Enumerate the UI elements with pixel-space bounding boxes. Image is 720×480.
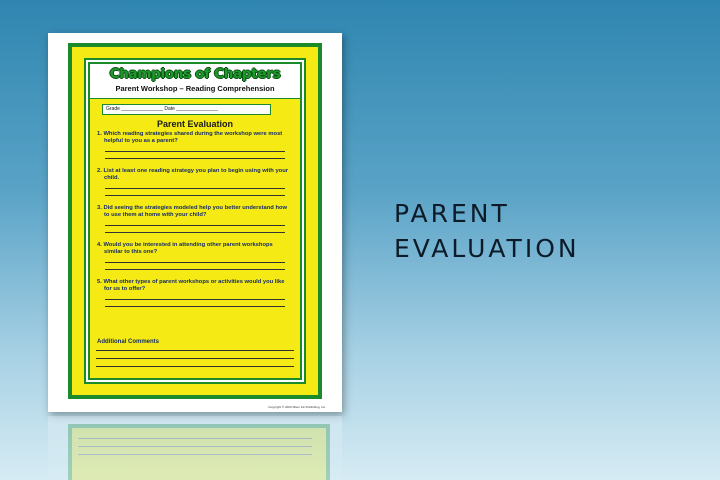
answer-line bbox=[105, 306, 285, 307]
question-text: 3. Did seeing the strategies modeled help you better understand how to use them at home with your child? bbox=[97, 205, 288, 218]
comment-line bbox=[96, 358, 294, 359]
question-text: 1. Which reading strategies shared during the workshop were most helpful to you as a parent? bbox=[97, 131, 283, 144]
headline-line-2: EVALUATION bbox=[394, 234, 580, 263]
worksheet-preview bbox=[48, 33, 342, 412]
comment-lines bbox=[96, 350, 294, 374]
thin-green-border bbox=[88, 62, 302, 380]
question-text: 5. What other types of parent workshops or activities would you like for us to offer? bbox=[97, 279, 285, 292]
answer-line bbox=[105, 232, 285, 233]
comments-label: Additional Comments bbox=[97, 339, 160, 345]
answer-line bbox=[105, 151, 285, 152]
answer-line bbox=[105, 195, 285, 196]
outer-green-border bbox=[68, 43, 322, 399]
question-list bbox=[97, 131, 293, 316]
inner-green-border bbox=[84, 58, 306, 384]
worksheet-subtitle: Parent Workshop – Reading Comprehension bbox=[115, 84, 275, 93]
answer-line bbox=[105, 269, 285, 270]
worksheet-reflection bbox=[48, 416, 342, 480]
form-title: Parent Evaluation bbox=[156, 119, 234, 129]
white-border bbox=[86, 60, 304, 382]
question-text: 4. Would you be interested in attending other parent workshops similar to this one? bbox=[97, 242, 273, 255]
answer-line bbox=[105, 262, 285, 263]
answer-line bbox=[105, 158, 285, 159]
yellow-border bbox=[72, 47, 318, 395]
answer-line bbox=[105, 188, 285, 189]
page-headline bbox=[394, 196, 580, 266]
copyright-notice: Copyright © 2020 Silver Ink Publishing, Inc. bbox=[268, 405, 326, 409]
worksheet-title: Champions of Chapters bbox=[109, 66, 281, 82]
comment-line bbox=[96, 350, 294, 351]
headline-line-1: PARENT bbox=[394, 199, 510, 228]
comment-line bbox=[96, 366, 294, 367]
question-item bbox=[97, 168, 293, 196]
answer-line bbox=[105, 299, 285, 300]
question-text: 2. List at least one reading strategy you plan to begin using with your child. bbox=[97, 168, 289, 181]
question-item bbox=[97, 242, 293, 270]
worksheet-body bbox=[90, 64, 300, 378]
question-item bbox=[97, 131, 293, 159]
question-item bbox=[97, 279, 293, 307]
question-item bbox=[97, 205, 293, 233]
worksheet-header bbox=[90, 64, 300, 99]
answer-line bbox=[105, 225, 285, 226]
grade-date-field: Grade _______________ Date _______________ bbox=[102, 104, 271, 115]
reflection-lines bbox=[78, 438, 312, 462]
